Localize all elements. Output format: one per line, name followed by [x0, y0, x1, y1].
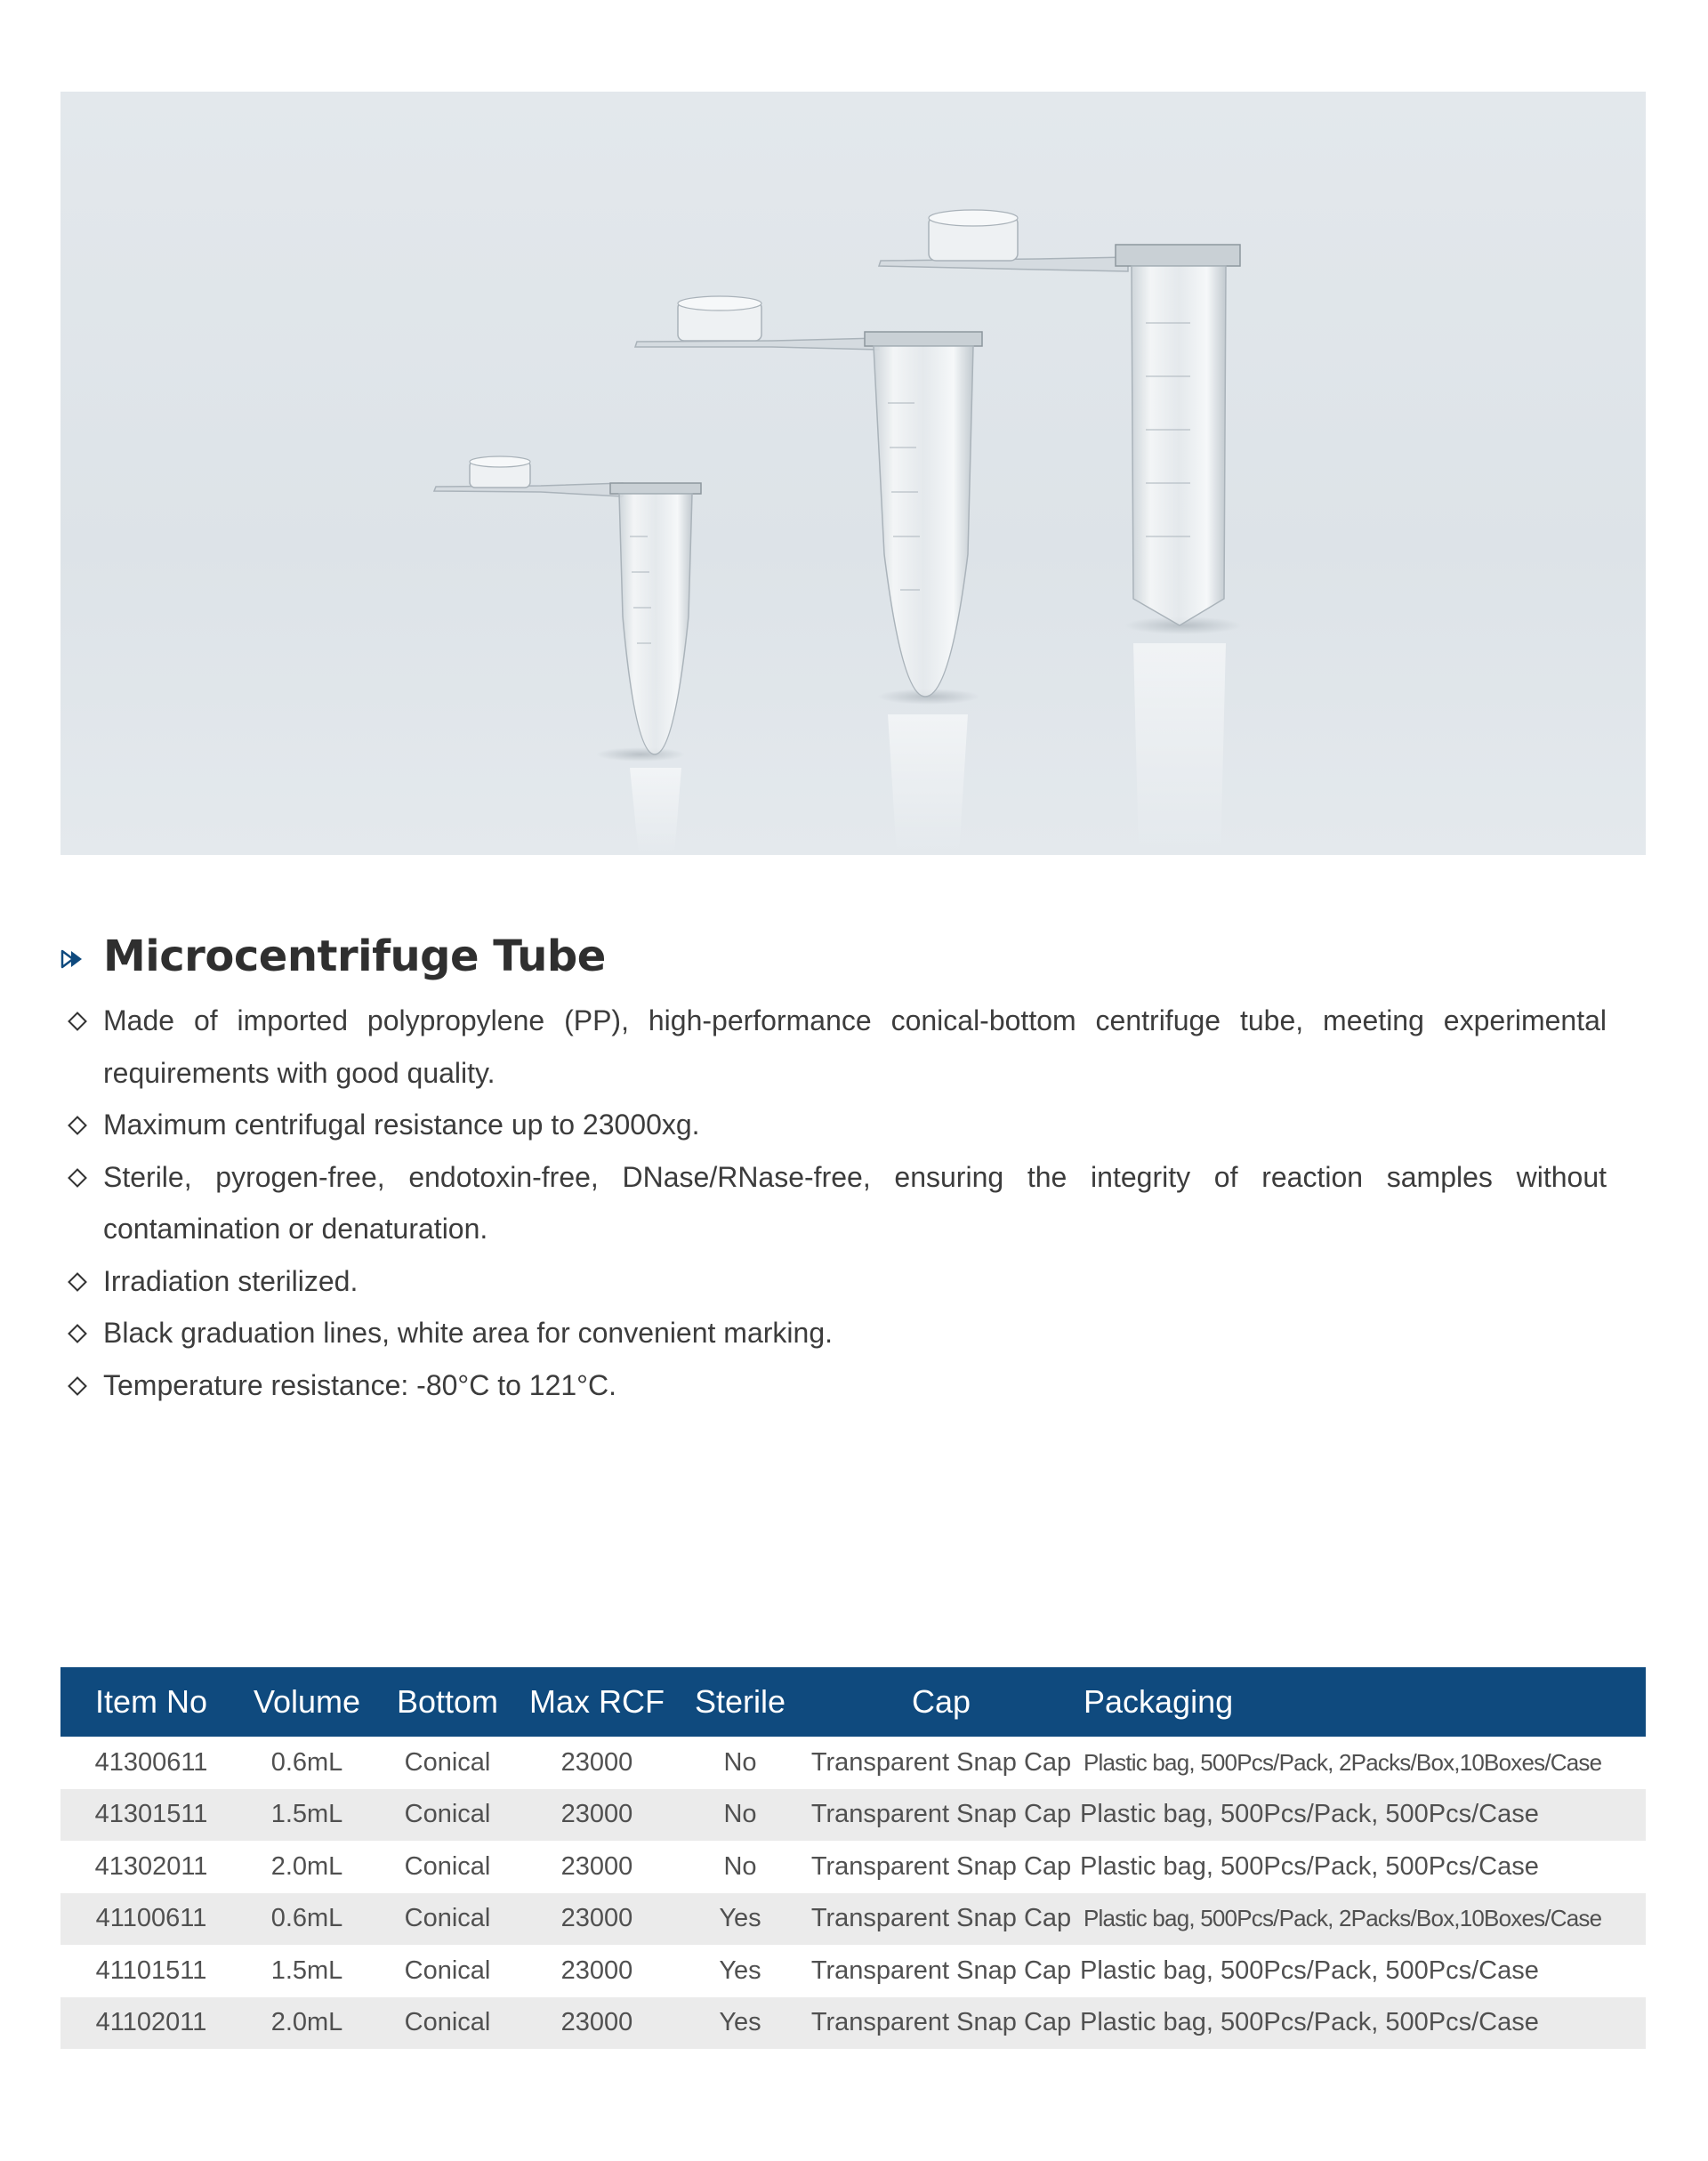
cell-packaging: Plastic bag, 500Pcs/Pack, 500Pcs/Case [1080, 1800, 1539, 1829]
cell-packaging: Plastic bag, 500Pcs/Pack, 2Packs/Box,10Boxes/Case [1084, 1905, 1602, 1932]
table-row [60, 1737, 1646, 1789]
tubes-illustration [60, 92, 1646, 855]
cell-packaging: Plastic bag, 500Pcs/Pack, 500Pcs/Case [1080, 1955, 1539, 1985]
cell-bottom: Conical [404, 2008, 491, 2037]
diamond-outline-icon [68, 1272, 87, 1292]
spec-table [60, 1667, 1646, 2049]
cell-cap: Transparent Snap Cap [810, 1747, 1072, 1777]
cell-volume: 2.0mL [270, 2008, 343, 2037]
feature-item: Maximum centrifugal resistance up to 23000xg. [60, 1099, 1607, 1151]
diamond-outline-icon [68, 1376, 87, 1396]
cell-max-rcf: 23000 [560, 1955, 633, 1985]
cell-packaging: Plastic bag, 500Pcs/Pack, 500Pcs/Case [1080, 1851, 1539, 1881]
col-header-max-rcf: Max RCF [529, 1683, 665, 1720]
table-header-row [60, 1667, 1646, 1737]
table-row [60, 1893, 1646, 1946]
cell-packaging: Plastic bag, 500Pcs/Pack, 2Packs/Box,10Boxes/Case [1084, 1748, 1602, 1776]
cell-item-no: 41101511 [95, 1955, 207, 1985]
cell-volume: 0.6mL [270, 1747, 343, 1777]
col-header-bottom: Bottom [396, 1683, 499, 1720]
table-row [60, 1841, 1646, 1893]
cell-max-rcf: 23000 [560, 2008, 633, 2037]
cell-cap: Transparent Snap Cap [810, 2008, 1072, 2037]
cell-item-no: 41302011 [94, 1851, 208, 1881]
cell-max-rcf: 23000 [560, 1904, 633, 1933]
cell-cap: Transparent Snap Cap [810, 1800, 1072, 1829]
col-header-cap: Cap [911, 1683, 971, 1720]
product-title: Microcentrifuge Tube [103, 931, 606, 981]
cell-max-rcf: 23000 [560, 1747, 633, 1777]
cell-bottom: Conical [404, 1904, 491, 1933]
product-photo [60, 92, 1646, 855]
feature-item: Sterile, pyrogen-free, endotoxin-free, DNase/RNase-free, ensuring the integrity of reaction samples without contamination or denaturation. [60, 1151, 1607, 1255]
cell-sterile: Yes [719, 1955, 761, 1985]
cell-sterile: No [723, 1800, 757, 1829]
cell-cap: Transparent Snap Cap [810, 1851, 1072, 1881]
table-row [60, 1789, 1646, 1842]
cell-item-no: 41100611 [95, 1904, 207, 1933]
cell-bottom: Conical [404, 1955, 491, 1985]
diamond-outline-icon [68, 1116, 87, 1135]
feature-item: Black graduation lines, white area for convenient marking. [60, 1307, 1607, 1359]
col-header-volume: Volume [253, 1683, 361, 1720]
cell-bottom: Conical [404, 1851, 491, 1881]
cell-sterile: No [723, 1747, 757, 1777]
product-title-row [60, 925, 606, 988]
cell-sterile: No [723, 1851, 757, 1881]
cell-cap: Transparent Snap Cap [810, 1904, 1072, 1933]
feature-item: Irradiation sterilized. [60, 1255, 1607, 1308]
cell-cap: Transparent Snap Cap [810, 1955, 1072, 1985]
col-header-item-no: Item No [94, 1683, 208, 1720]
cell-volume: 1.5mL [270, 1955, 343, 1985]
diamond-outline-icon [68, 1012, 87, 1031]
cell-volume: 2.0mL [270, 1851, 343, 1881]
cell-bottom: Conical [404, 1747, 491, 1777]
cell-item-no: 41301511 [94, 1800, 208, 1829]
cell-volume: 0.6mL [270, 1904, 343, 1933]
cell-max-rcf: 23000 [560, 1851, 633, 1881]
feature-list [60, 995, 1607, 1411]
diamond-outline-icon [68, 1168, 87, 1188]
cell-sterile: Yes [719, 1904, 761, 1933]
cell-max-rcf: 23000 [560, 1800, 633, 1829]
cell-volume: 1.5mL [270, 1800, 343, 1829]
tube-small [434, 456, 701, 855]
diamond-outline-icon [68, 1324, 87, 1343]
cell-item-no: 41102011 [95, 2008, 207, 2037]
feature-item: Temperature resistance: -80°C to 121°C. [60, 1359, 1607, 1412]
cell-item-no: 41300611 [94, 1747, 208, 1777]
col-header-sterile: Sterile [694, 1683, 786, 1720]
double-chevron-right-icon [60, 948, 85, 970]
table-row [60, 1997, 1646, 2050]
cell-bottom: Conical [404, 1800, 491, 1829]
cell-packaging: Plastic bag, 500Pcs/Pack, 500Pcs/Case [1080, 2008, 1539, 2037]
col-header-packaging: Packaging [1084, 1683, 1234, 1720]
cell-sterile: Yes [719, 2008, 761, 2037]
table-row [60, 1945, 1646, 1997]
feature-item: Made of imported polypropylene (PP), high-performance conical-bottom centrifuge tube, meeting experimental requirements with good quality. [60, 995, 1607, 1099]
